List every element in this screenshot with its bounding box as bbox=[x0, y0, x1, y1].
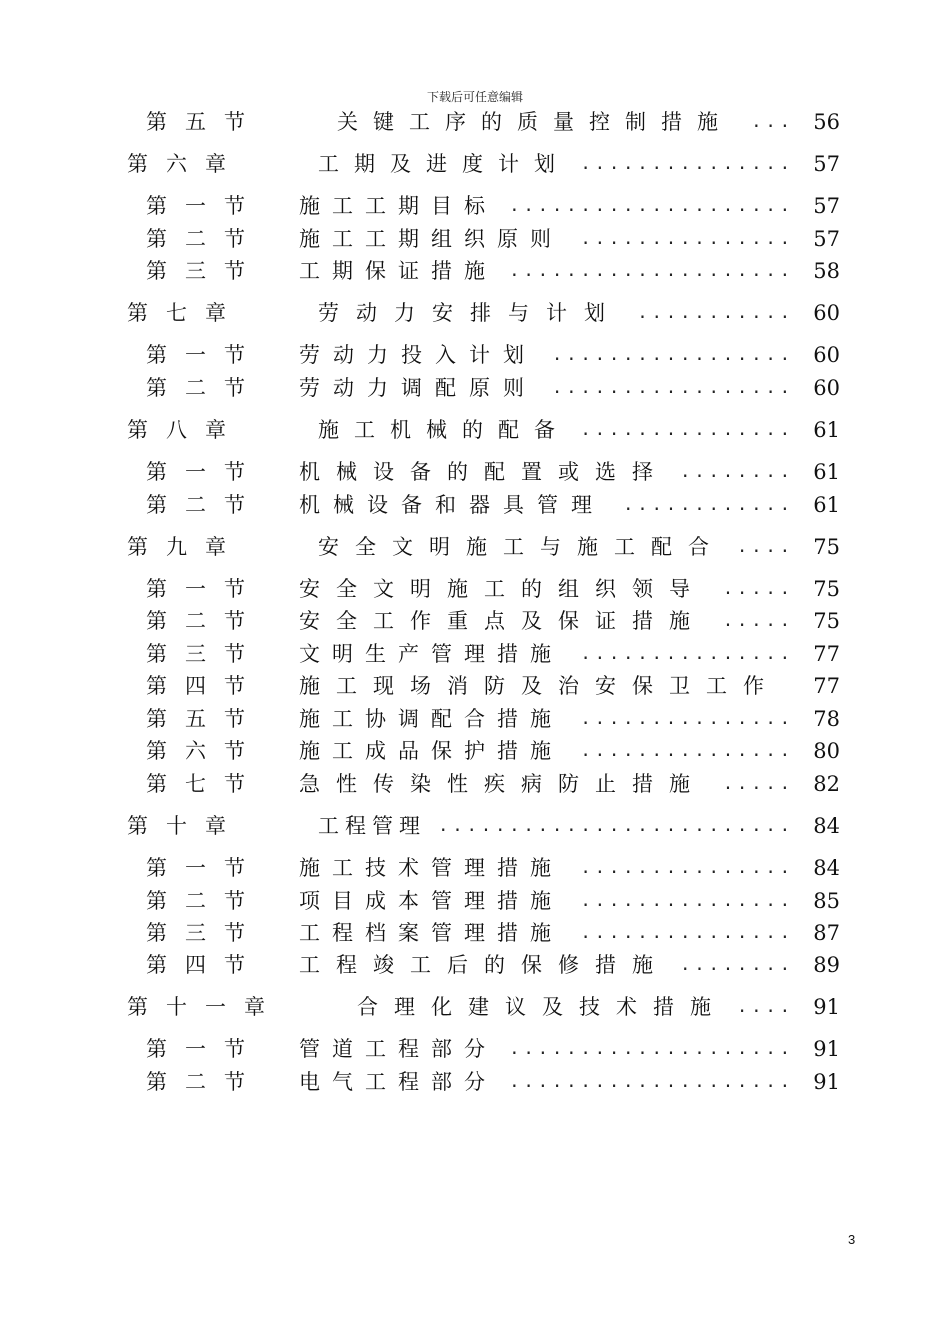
toc-title: 工程竣工后的保修措施 bbox=[299, 953, 669, 977]
toc-page-number: 87 bbox=[813, 921, 840, 945]
toc-number: 第五节 bbox=[146, 110, 263, 134]
toc-leader-dots: ............... bbox=[580, 644, 794, 664]
toc-leader-dots: ........... bbox=[637, 303, 794, 323]
toc-section-row[interactable] bbox=[0, 671, 950, 701]
toc-title: 劳动力安排与计划 bbox=[318, 301, 622, 325]
toc-chapter-row[interactable] bbox=[0, 298, 950, 328]
toc-leader-dots: .................... bbox=[509, 1072, 794, 1092]
toc-section-row[interactable] bbox=[0, 224, 950, 254]
toc-leader-dots: ............... bbox=[580, 923, 794, 943]
toc-leader-dots: .................... bbox=[509, 1039, 794, 1059]
toc-page-number: 61 bbox=[813, 460, 840, 484]
toc-number: 第七节 bbox=[146, 772, 263, 796]
toc-number: 第一节 bbox=[146, 194, 263, 218]
toc-page-number: 75 bbox=[813, 609, 840, 633]
toc-leader-dots: ............... bbox=[580, 741, 794, 761]
toc-number: 第六节 bbox=[146, 739, 263, 763]
toc-page-number: 57 bbox=[813, 227, 840, 251]
toc-leader-dots: ... bbox=[751, 112, 794, 132]
toc-title: 工期及进度计划 bbox=[318, 152, 570, 176]
toc-leader-dots: ............... bbox=[580, 420, 794, 440]
toc-number: 第一节 bbox=[146, 1037, 263, 1061]
toc-page-number: 60 bbox=[813, 301, 840, 325]
toc-chapter-row[interactable] bbox=[0, 811, 950, 841]
toc-title: 项目成本管理措施 bbox=[299, 889, 563, 913]
toc-section-row[interactable] bbox=[0, 853, 950, 883]
toc-section-row[interactable] bbox=[0, 606, 950, 636]
toc-page-number: 91 bbox=[813, 1070, 840, 1094]
toc-leader-dots: ................. bbox=[552, 378, 794, 398]
toc-number: 第二节 bbox=[146, 227, 263, 251]
toc-page-number: 60 bbox=[813, 376, 840, 400]
toc-page-number: 77 bbox=[813, 642, 840, 666]
toc-page-number: 80 bbox=[813, 739, 840, 763]
toc-number: 第六章 bbox=[127, 152, 244, 176]
toc-number: 第一节 bbox=[146, 577, 263, 601]
toc-number: 第十章 bbox=[127, 814, 244, 838]
toc-title: 施工工期目标 bbox=[299, 194, 497, 218]
toc-number: 第九章 bbox=[127, 535, 244, 559]
toc-page-number: 82 bbox=[813, 772, 840, 796]
toc-section-row[interactable] bbox=[0, 639, 950, 669]
toc-title: 工期保证措施 bbox=[299, 259, 497, 283]
toc-number: 第二节 bbox=[146, 376, 263, 400]
toc-title: 急性传染性疾病防止措施 bbox=[299, 772, 706, 796]
toc-title: 电气工程部分 bbox=[299, 1070, 497, 1094]
toc-section-row[interactable] bbox=[0, 457, 950, 487]
toc-page-number: 89 bbox=[813, 953, 840, 977]
toc-chapter-row[interactable] bbox=[0, 149, 950, 179]
toc-page-number: 60 bbox=[813, 343, 840, 367]
toc-page-number: 75 bbox=[813, 535, 840, 559]
toc-title: 关键工序的质量控制措施 bbox=[337, 110, 733, 134]
toc-title: 管道工程部分 bbox=[299, 1037, 497, 1061]
toc-section-row[interactable] bbox=[0, 704, 950, 734]
toc-title: 文明生产管理措施 bbox=[299, 642, 563, 666]
toc-page-number: 77 bbox=[813, 674, 840, 698]
toc-title: 安全文明施工与施工配合 bbox=[318, 535, 725, 559]
toc-number: 第二节 bbox=[146, 889, 263, 913]
toc-number: 第三节 bbox=[146, 642, 263, 666]
toc-title: 施工技术管理措施 bbox=[299, 856, 563, 880]
toc-number: 第一节 bbox=[146, 856, 263, 880]
page-number: 3 bbox=[848, 1232, 856, 1247]
page-header: 下载后可任意编辑 bbox=[426, 90, 523, 104]
toc-number: 第二节 bbox=[146, 1070, 263, 1094]
toc-number: 第三节 bbox=[146, 921, 263, 945]
toc-section-row[interactable] bbox=[0, 256, 950, 286]
toc-title: 施工成品保护措施 bbox=[299, 739, 563, 763]
toc-page-number: 57 bbox=[813, 152, 840, 176]
toc-section-row[interactable] bbox=[0, 950, 950, 980]
toc-number: 第十一章 bbox=[127, 995, 283, 1019]
toc-section-row[interactable] bbox=[0, 373, 950, 403]
toc-title: 劳动力调配原则 bbox=[299, 376, 537, 400]
toc-page-number: 85 bbox=[813, 889, 840, 913]
toc-number: 第五节 bbox=[146, 707, 263, 731]
toc-title: 施工现场消防及治安保卫工作 bbox=[299, 674, 780, 698]
toc-section-row[interactable] bbox=[0, 886, 950, 916]
toc-page-number: 84 bbox=[813, 814, 840, 838]
toc-title: 施工工期组织原则 bbox=[299, 227, 563, 251]
toc-page-number: 91 bbox=[813, 1037, 840, 1061]
toc-title: 劳动力投入计划 bbox=[299, 343, 537, 367]
toc-number: 第八章 bbox=[127, 418, 244, 442]
toc-leader-dots: ..... bbox=[722, 579, 794, 599]
toc-chapter-row[interactable] bbox=[0, 992, 950, 1022]
toc-page-number: 61 bbox=[813, 418, 840, 442]
toc-title: 机械设备的配置或选择 bbox=[299, 460, 669, 484]
toc-title: 安全文明施工的组织领导 bbox=[299, 577, 706, 601]
toc-number: 第七章 bbox=[127, 301, 244, 325]
toc-number: 第二节 bbox=[146, 609, 263, 633]
toc-number: 第四节 bbox=[146, 674, 263, 698]
toc-page-number: 78 bbox=[813, 707, 840, 731]
toc-leader-dots: .................... bbox=[509, 261, 794, 281]
toc-page-number: 61 bbox=[813, 493, 840, 517]
toc-title: 施工协调配合措施 bbox=[299, 707, 563, 731]
toc-leader-dots: .... bbox=[737, 537, 794, 557]
toc-section-row[interactable] bbox=[0, 736, 950, 766]
toc-number: 第二节 bbox=[146, 493, 263, 517]
toc-leader-dots: ............... bbox=[580, 709, 794, 729]
toc-leader-dots: ............... bbox=[580, 229, 794, 249]
toc-section-row[interactable] bbox=[0, 574, 950, 604]
toc-leader-dots: .... bbox=[737, 997, 794, 1017]
toc-section-row[interactable] bbox=[0, 1034, 950, 1064]
toc-title: 工程管理 bbox=[318, 814, 426, 838]
toc-leader-dots: ......................... bbox=[438, 816, 794, 836]
toc-leader-dots: .................... bbox=[509, 196, 794, 216]
toc-leader-dots: ........ bbox=[680, 955, 794, 975]
toc-number: 第一节 bbox=[146, 343, 263, 367]
toc-leader-dots: ................. bbox=[552, 345, 794, 365]
toc-page-number: 91 bbox=[813, 995, 840, 1019]
toc-number: 第三节 bbox=[146, 259, 263, 283]
toc-title: 合理化建议及技术措施 bbox=[357, 995, 727, 1019]
toc-leader-dots: ..... bbox=[722, 611, 794, 631]
toc-title: 机械设备和器具管理 bbox=[299, 493, 605, 517]
toc-title: 安全工作重点及保证措施 bbox=[299, 609, 706, 633]
toc-chapter-row[interactable] bbox=[0, 415, 950, 445]
toc-leader-dots: ............... bbox=[580, 858, 794, 878]
toc-section-row[interactable] bbox=[0, 191, 950, 221]
toc-page-number: 75 bbox=[813, 577, 840, 601]
toc-chapter-row[interactable] bbox=[0, 532, 950, 562]
toc-leader-dots: ............... bbox=[580, 891, 794, 911]
toc-section-row[interactable] bbox=[0, 769, 950, 799]
toc-page-number: 56 bbox=[813, 110, 840, 134]
toc-page-number: 58 bbox=[813, 259, 840, 283]
toc-section-row[interactable] bbox=[0, 107, 950, 137]
toc-leader-dots: ........ bbox=[680, 462, 794, 482]
toc-page-number: 84 bbox=[813, 856, 840, 880]
toc-number: 第一节 bbox=[146, 460, 263, 484]
toc-leader-dots: ............... bbox=[580, 154, 794, 174]
toc-section-row[interactable] bbox=[0, 340, 950, 370]
toc-leader-dots: ............ bbox=[623, 495, 794, 515]
toc-section-row[interactable] bbox=[0, 490, 950, 520]
toc-page-number: 57 bbox=[813, 194, 840, 218]
toc-title: 工程档案管理措施 bbox=[299, 921, 563, 945]
toc-title: 施工机械的配备 bbox=[318, 418, 570, 442]
toc-leader-dots: ..... bbox=[722, 774, 794, 794]
toc-section-row[interactable] bbox=[0, 918, 950, 948]
toc-number: 第四节 bbox=[146, 953, 263, 977]
toc-section-row[interactable] bbox=[0, 1067, 950, 1097]
